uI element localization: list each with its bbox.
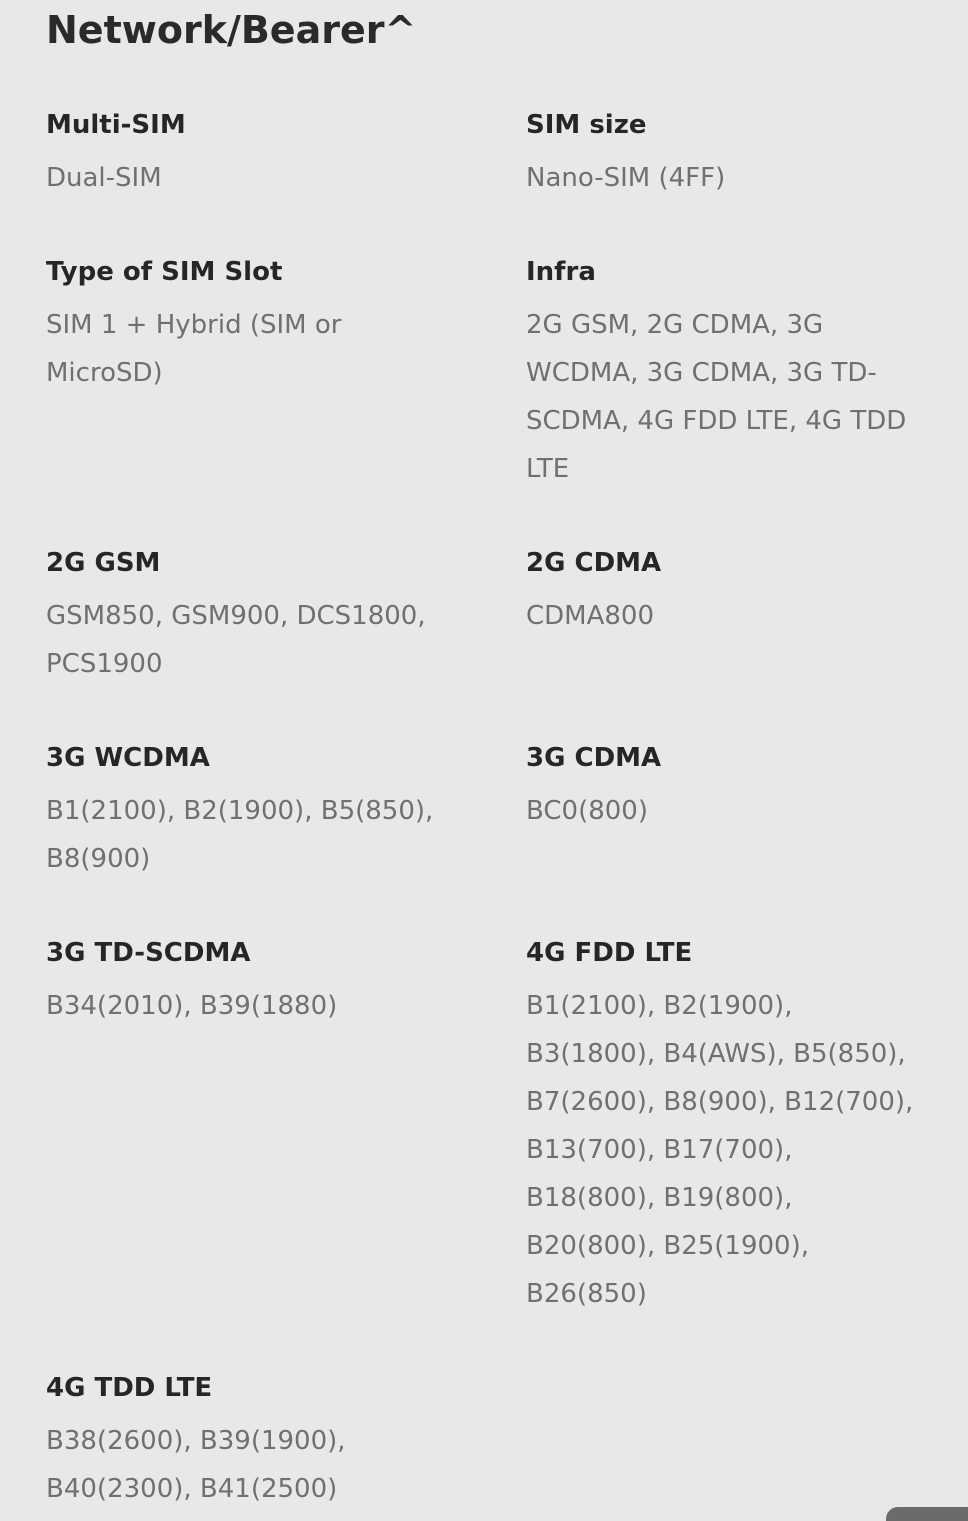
spec-2g-gsm — [46, 546, 446, 688]
spec-label: 3G CDMA — [526, 743, 662, 773]
spec-value: B1(2100), B2(1900), B3(1800), B4(AWS), B5(850), B7(2600), B8(900), B12(700), B13(700), B17(700), B18(800), B19(800), B20(800), B25(1900), B26(850) — [526, 991, 914, 1309]
spec-value: B1(2100), B2(1900), B5(850), B8(900) — [46, 796, 434, 874]
floating-tab[interactable] — [886, 1507, 968, 1521]
spec-value: CDMA800 — [526, 601, 655, 631]
spec-4g-tdd-lte — [46, 1371, 376, 1513]
spec-label: 4G FDD LTE — [526, 938, 693, 968]
spec-3g-cdma — [526, 741, 926, 835]
spec-3g-wcdma — [46, 741, 446, 883]
spec-label: Type of SIM Slot — [46, 257, 283, 287]
spec-3g-td-scdma — [46, 936, 446, 1030]
spec-value: 2G GSM, 2G CDMA, 3G WCDMA, 3G CDMA, 3G TD-SCDMA, 4G FDD LTE, 4G TDD LTE — [526, 310, 907, 484]
spec-multi-sim — [46, 108, 446, 202]
spec-label: 3G TD-SCDMA — [46, 938, 251, 968]
spec-sim-size — [526, 108, 926, 202]
spec-value: BC0(800) — [526, 796, 648, 826]
spec-label: SIM size — [526, 110, 647, 140]
spec-infra — [526, 255, 911, 493]
spec-value: Dual-SIM — [46, 163, 162, 193]
spec-value: Nano-SIM (4FF) — [526, 163, 726, 193]
spec-2g-cdma — [526, 546, 926, 640]
spec-label: 3G WCDMA — [46, 743, 210, 773]
spec-label: Infra — [526, 257, 596, 287]
spec-value: GSM850, GSM900, DCS1800, PCS1900 — [46, 601, 426, 679]
spec-label: Multi-SIM — [46, 110, 186, 140]
spec-value: B34(2010), B39(1880) — [46, 991, 338, 1021]
spec-sim-slot-type — [46, 255, 376, 397]
spec-4g-fdd-lte — [526, 936, 921, 1318]
spec-value: SIM 1 + Hybrid (SIM or MicroSD) — [46, 310, 342, 388]
section-title[interactable]: Network/Bearer^ — [46, 8, 417, 52]
spec-label: 4G TDD LTE — [46, 1373, 213, 1403]
spec-value: B38(2600), B39(1900), B40(2300), B41(2500) — [46, 1426, 346, 1504]
spec-label: 2G GSM — [46, 548, 161, 578]
spec-label: 2G CDMA — [526, 548, 662, 578]
